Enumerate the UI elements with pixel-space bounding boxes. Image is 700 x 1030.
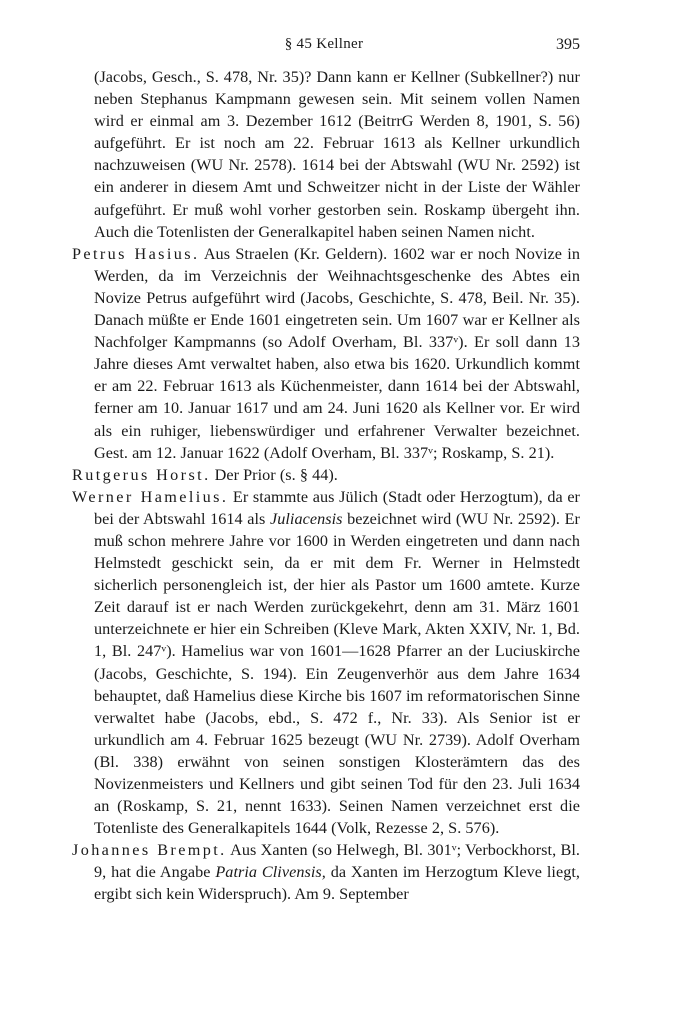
entry-text: bezeichnet wird (WU Nr. 2592). Er muß schon mehrere Jahre vor 1600 in Werden eingetreten und dann nach Helmstedt geschickt sein, da er mit dem Fr. Werner in Helmstedt sicherlich personengleich ist, der hier als Pastor um 1600 amtete. Kurze Zeit darauf ist er nach Werden zurückgekehrt, denn am 31. März 1601 unterzeichnete er hier ein Schreiben (Kleve Mark, Akten XXIV, Nr. 1, Bd. 1, Bl. 247ᵛ). Hamelius war von 1601—1628 Pfarrer an der Luciuskirche (Jacobs, Geschichte, S. 194). Ein Zeugenverhör aus dem Jahre 1634 behauptet, daß Hamelius diese Kirche bis 1607 im reformatorischen Sinne verwaltet habe (Jacobs, ebd., S. 472 f., Nr. 33). Als Senior ist er urkundlich am 4. Februar 1625 bezeugt (WU Nr. 2739). Adolf Overham (Bl. 338) erwähnt von seinen sonstigen Klosterämtern das des Novizenmeisters und Kellners und gibt seinen Tod für den 23. Juli 1634 an (Roskamp, S. 21, nennt 1633). Seinen Namen verzeichnet erst die Totenliste des Generalkapitels 1644 (Volk, Rezesse 2, S. 576). bbox=[94, 509, 580, 838]
entry-text: da Xanten im Herzogtum Kleve liegt, ergibt sich kein Widerspruch). Am 9. September bbox=[94, 863, 580, 904]
entry-continuation bbox=[72, 66, 580, 243]
entry-text: Aus Straelen (Kr. Geldern). 1602 war er noch Novize in Werden, da im Verzeichnis der Weihnachtsgeschenke des Abtes ein Novize Petrus aufgeführt wird (Jacobs, Geschichte, S. 478, Beil. Nr. 35). Danach müßte er Ende 1601 eingetreten sein. Um 1607 war er Kellner als Nachfolger Kampmanns (so Adolf Overham, Bl. 337ᵛ). Er soll dann 13 Jahre dieses Amt verwaltet haben, also etwa bis 1620. Urkundlich kommt er am 22. Februar 1613 als Küchenmeister, dann 1614 bei der Abtswahl, ferner am 10. Januar 1617 und am 24. Juni 1620 als Kellner vor. Er wird als ein ruhiger, liebenswürdiger und erfahrener Verwalter bezeichnet. Gest. am 12. Januar 1622 (Adolf Overham, Bl. 337ᵛ; Roskamp, S. 21). bbox=[94, 244, 580, 462]
running-header bbox=[68, 36, 580, 58]
section-title: § 45 Kellner bbox=[284, 36, 364, 52]
entry-name: Petrus Hasius. bbox=[72, 244, 200, 263]
entry-italic-term: Juliacensis bbox=[269, 509, 343, 528]
entry-name: Werner Hamelius. bbox=[72, 487, 229, 506]
entry-text: (Jacobs, Gesch., S. 478, Nr. 35)? Dann kann er Kellner (Subkellner?) nur neben Stephanus Kampmann gewesen sein. Mit seinem vollen Namen wird er einmal am 3. Dezember 1612 (BeitrrG Werden 8, 1901, S. 56) aufgeführt. Er ist noch am 22. Februar 1613 als Kellner urkundlich nachzuweisen (WU Nr. 2578). 1614 bei der Abtswahl (WU Nr. 2592) ist ein anderer in diesem Amt und Schweitzer nicht in der Liste der Wähler aufgeführt. Er muß wohl vorher gestorben sein. Roskamp übergeht ihn. Auch die Totenlisten der Generalkapitel haben seinen Namen nicht. bbox=[94, 68, 580, 241]
entry-rutgerus-horst bbox=[72, 464, 580, 486]
page-number: 395 bbox=[556, 36, 580, 53]
entry-johannes-brempt bbox=[72, 839, 580, 905]
entry-petrus-hasius bbox=[72, 243, 580, 464]
entry-name: Johannes Brempt. bbox=[72, 841, 227, 860]
entry-text: Der Prior (s. § 44). bbox=[210, 465, 338, 484]
entry-italic-term: Patria Clivensis, bbox=[215, 863, 326, 882]
entry-werner-hamelius bbox=[72, 486, 580, 840]
entry-text: Aus Xanten (so Helwegh, Bl. 301ᵛ; Verbockhorst, Bl. 9, hat die Angabe bbox=[94, 841, 580, 882]
entry-name: Rutgerus Horst. bbox=[72, 465, 211, 484]
entry-text: Er stammte aus Jülich (Stadt oder Herzogtum), da er bei der Abtswahl 1614 als bbox=[94, 487, 580, 528]
body-text bbox=[72, 66, 580, 906]
